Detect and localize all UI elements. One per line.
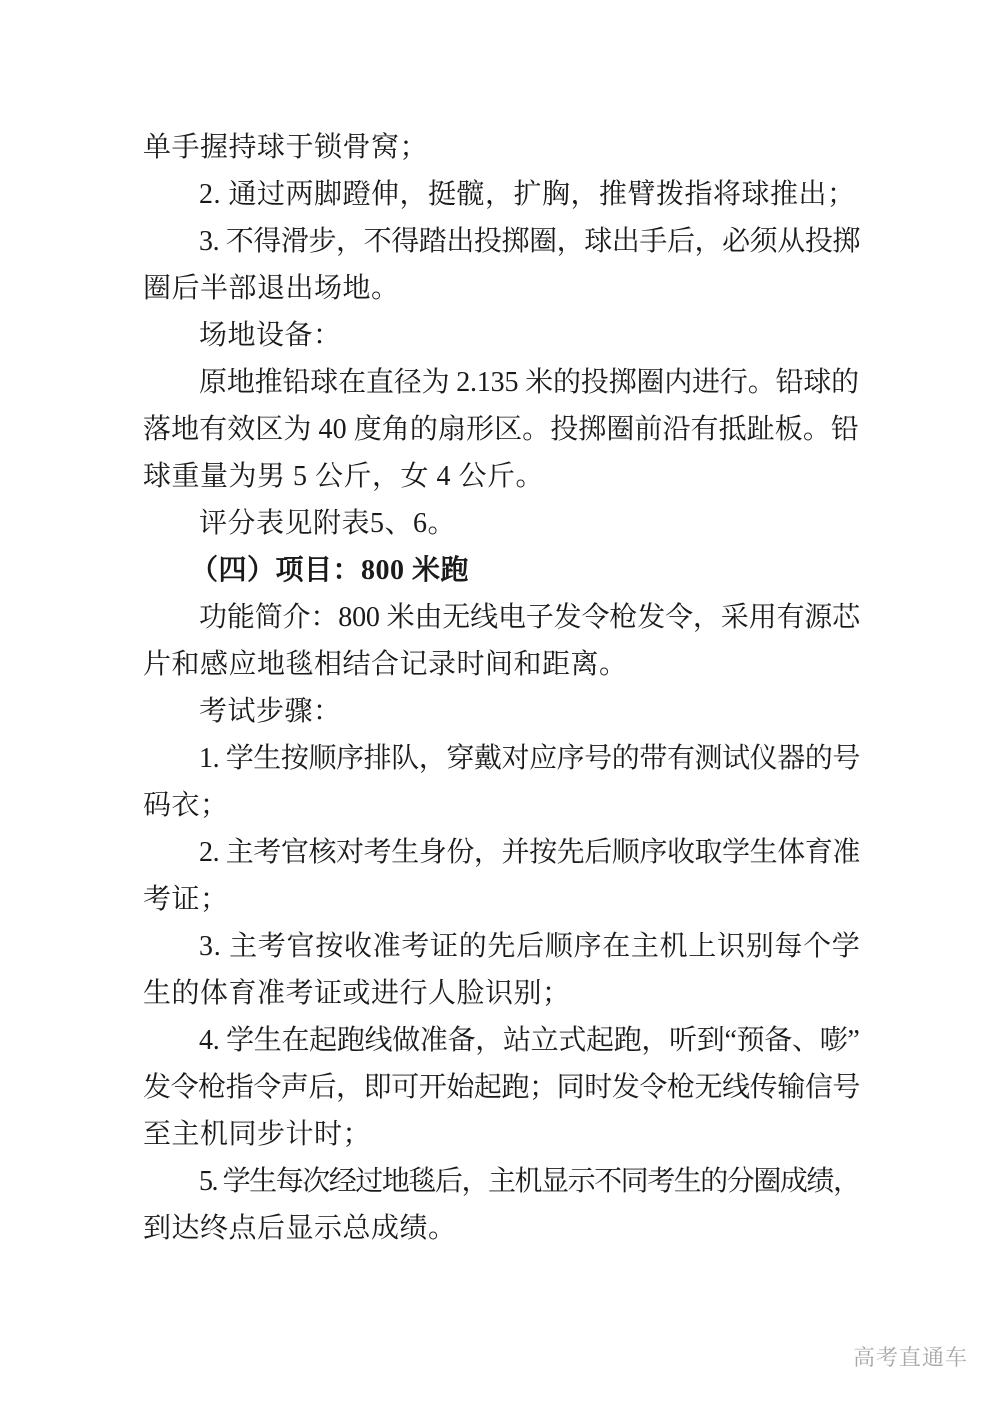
text-line bbox=[143, 970, 873, 1017]
text-line-content: 单手握持球于锁骨窝； bbox=[143, 132, 429, 163]
document-body bbox=[143, 124, 873, 1252]
text-line-content: 圈后半部退出场地。 bbox=[143, 273, 400, 304]
text-line-content: 码衣； bbox=[143, 790, 229, 821]
text-line bbox=[143, 1205, 873, 1252]
text-line-content: 落地有效区为 40 度角的扇形区。投掷圈前沿有抵趾板。铅 bbox=[143, 414, 859, 445]
text-line bbox=[143, 594, 873, 641]
text-line-content: 3. 主考官按收准考证的先后顺序在主机上识别每个学 bbox=[199, 931, 861, 962]
text-line-content: 功能简介：800 米由无线电子发令枪发令，采用有源芯 bbox=[199, 602, 860, 633]
text-line-content: 考试步骤： bbox=[199, 696, 342, 727]
text-line-content: 1. 学生按顺序排队，穿戴对应序号的带有测试仪器的号 bbox=[199, 743, 860, 774]
text-line bbox=[143, 265, 873, 312]
text-line bbox=[143, 124, 873, 171]
text-line-content: 发令枪指令声后，即可开始起跑；同时发令枪无线传输信号 bbox=[143, 1072, 860, 1103]
text-line bbox=[143, 829, 873, 876]
text-line-content: 片和感应地毯相结合记录时间和距离。 bbox=[143, 649, 628, 680]
text-line-content: 4. 学生在起跑线做准备，站立式起跑，听到“预备、嘭” bbox=[199, 1025, 860, 1056]
text-line bbox=[143, 312, 873, 359]
text-line bbox=[143, 735, 873, 782]
text-line-content: （四）项目：800 米跑 bbox=[190, 555, 470, 586]
watermark-text: 高考直通车 bbox=[853, 1345, 969, 1370]
text-line bbox=[143, 876, 873, 923]
text-line bbox=[143, 1017, 873, 1064]
text-line bbox=[143, 406, 873, 453]
text-line-content: 评分表见附表5、6。 bbox=[199, 508, 457, 539]
text-line-content: 2. 主考官核对考生身份，并按先后顺序收取学生体育准 bbox=[199, 837, 860, 868]
text-line bbox=[143, 1158, 873, 1205]
text-line-content: 考证； bbox=[143, 884, 229, 915]
text-line-content: 3. 不得滑步，不得踏出投掷圈，球出手后，必须从投掷 bbox=[199, 226, 860, 257]
text-line bbox=[143, 359, 873, 406]
text-line bbox=[143, 1064, 873, 1111]
text-line bbox=[143, 688, 873, 735]
text-line bbox=[143, 1111, 873, 1158]
text-line bbox=[143, 782, 873, 829]
text-line bbox=[143, 171, 873, 218]
text-line bbox=[143, 453, 873, 500]
text-line-content: 到达终点后显示总成绩。 bbox=[143, 1213, 457, 1244]
text-line bbox=[143, 547, 873, 594]
text-line bbox=[143, 218, 873, 265]
text-line-content: 原地推铅球在直径为 2.135 米的投掷圈内进行。铅球的 bbox=[199, 367, 859, 398]
text-line bbox=[143, 641, 873, 688]
text-line-content: 至主机同步计时； bbox=[143, 1119, 372, 1150]
text-line-content: 2. 通过两脚蹬伸，挺髋，扩胸，推臂拨指将球推出； bbox=[199, 179, 856, 210]
text-line bbox=[143, 500, 873, 547]
text-line-content: 5. 学生每次经过地毯后，主机显示不同考生的分圈成绩， bbox=[199, 1166, 860, 1197]
text-line-content: 球重量为男 5 公斤，女 4 公斤。 bbox=[143, 461, 545, 492]
text-line-content: 生的体育准考证或进行人脸识别； bbox=[143, 978, 571, 1009]
text-line-content: 场地设备： bbox=[199, 320, 342, 351]
text-line bbox=[143, 923, 873, 970]
